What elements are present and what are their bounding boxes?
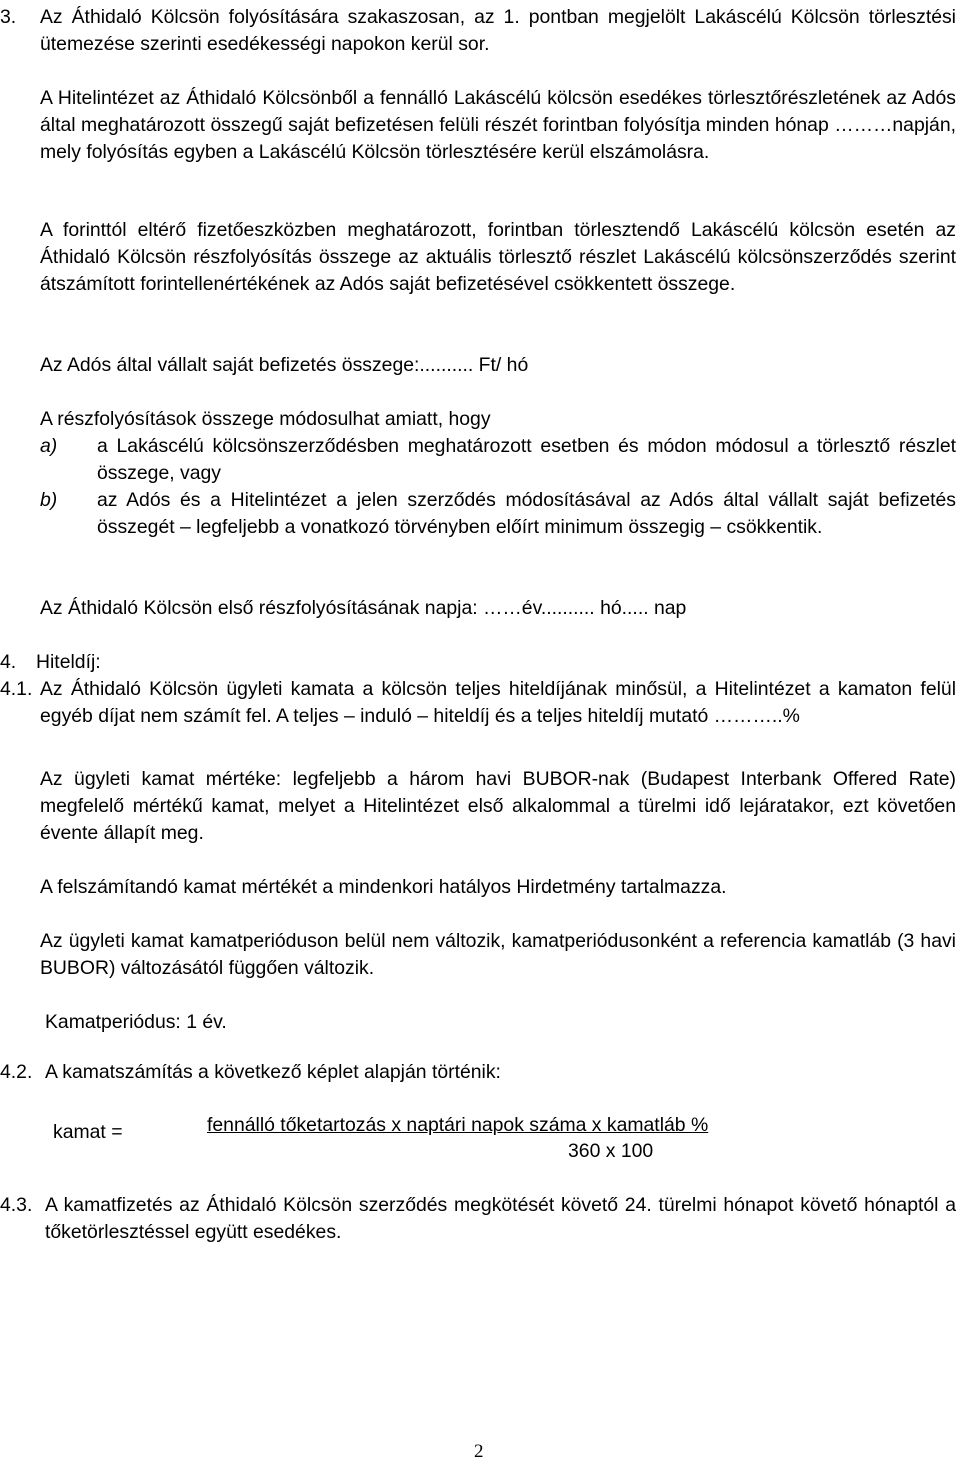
partial-disbursement-intro: A részfolyósítások összege módosulhat amiatt, hogy — [40, 408, 491, 430]
interest-period-line: Kamatperiódus: 1 év. — [45, 1011, 227, 1033]
formula-lhs: kamat = — [53, 1121, 123, 1143]
list-item-a-label: a) — [40, 435, 58, 457]
section-4-1-text: Az Áthidaló Kölcsön ügyleti kamata a kölcsön teljes hiteldíjának minősül, a Hitelintézet a kamaton felül egyéb díjat nem számít fel. A teljes – induló – hiteldíj és a teljes hiteldíj mutató ………..% — [40, 678, 956, 727]
section-4-3-text: A kamatfizetés az Áthidaló Kölcsön szerződés megkötését követő 24. türelmi hónapot követő hónaptól a tőketörlesztéssel együtt esedékes. — [45, 1194, 956, 1243]
section-4-title: Hiteldíj: — [36, 651, 101, 673]
interest-rate-paragraph: Az ügyleti kamat mértéke: legfeljebb a három havi BUBOR-nak (Budapest Interbank Offered Rate) megfelelő mértékű kamat, melyet a Hitelintézet első alkalommal a türelmi idő lejáratakor, ezt követően évente állapít meg. — [40, 768, 956, 844]
list-item-b-text: az Adós és a Hitelintézet a jelen szerződés módosításával az Adós által vállalt saját befizetés összegét – legfeljebb a vonatkozó törvényben előírt minimum összegig – csökkentik. — [97, 489, 956, 538]
first-disbursement-date-line: Az Áthidaló Kölcsön első részfolyósításának napja: ……év.......... hó..... nap — [40, 597, 687, 619]
list-item-a-text: a Lakáscélú kölcsönszerződésben meghatározott esetben és módon módosul a törlesztő részlet összege, vagy — [97, 435, 956, 484]
list-item-b-label: b) — [40, 489, 58, 511]
disbursement-paragraph: A Hitelintézet az Áthidaló Kölcsönből a fennálló Lakáscélú kölcsön esedékes törlesztőrészletének az Adós által meghatározott összegű saját befizetésen felüli részét forintban folyósítja minden hónap ………napján, mely folyósítás egyben a Lakáscélú Kölcsön törlesztésére kerül elszámolásra. — [40, 87, 956, 163]
page-number: 2 — [474, 1441, 484, 1462]
section-4-2-text: A kamatszámítás a következő képlet alapján történik: — [45, 1061, 501, 1083]
notice-paragraph: A felszámítandó kamat mértékét a mindenkori hatályos Hirdetmény tartalmazza. — [40, 876, 727, 898]
section-3-text: Az Áthidaló Kölcsön folyósítására szakaszosan, az 1. pontban megjelölt Lakáscélú Kölcsön törlesztési ütemezése szerinti esedékességi napokon kerül sor. — [40, 6, 956, 55]
section-4-3-number: 4.3. — [0, 1194, 33, 1216]
section-4-2-number: 4.2. — [0, 1061, 33, 1083]
own-payment-line: Az Adós által vállalt saját befizetés összege:.......... Ft/ hó — [40, 354, 529, 376]
foreign-currency-paragraph: A forinttól eltérő fizetőeszközben meghatározott, forintban törlesztendő Lakáscélú kölcsön esetén az Áthidaló Kölcsön részfolyósítás összege az aktuális törlesztő részlet Lakáscélú kölcsönszerződés szerint átszámított forintellenértékének az Adós saját befizetésével csökkentett összege. — [40, 219, 956, 295]
formula-denominator: 360 x 100 — [568, 1140, 654, 1162]
section-3-number: 3. — [0, 6, 17, 28]
interest-period-paragraph: Az ügyleti kamat kamatperióduson belül nem változik, kamatperiódusonként a referencia kamatláb (3 havi BUBOR) változásától függően változik. — [40, 930, 956, 979]
section-4-number: 4. — [0, 651, 17, 673]
section-4-1-number: 4.1. — [0, 678, 33, 700]
formula-numerator: fennálló tőketartozás x naptári napok száma x kamatláb % — [207, 1114, 709, 1136]
